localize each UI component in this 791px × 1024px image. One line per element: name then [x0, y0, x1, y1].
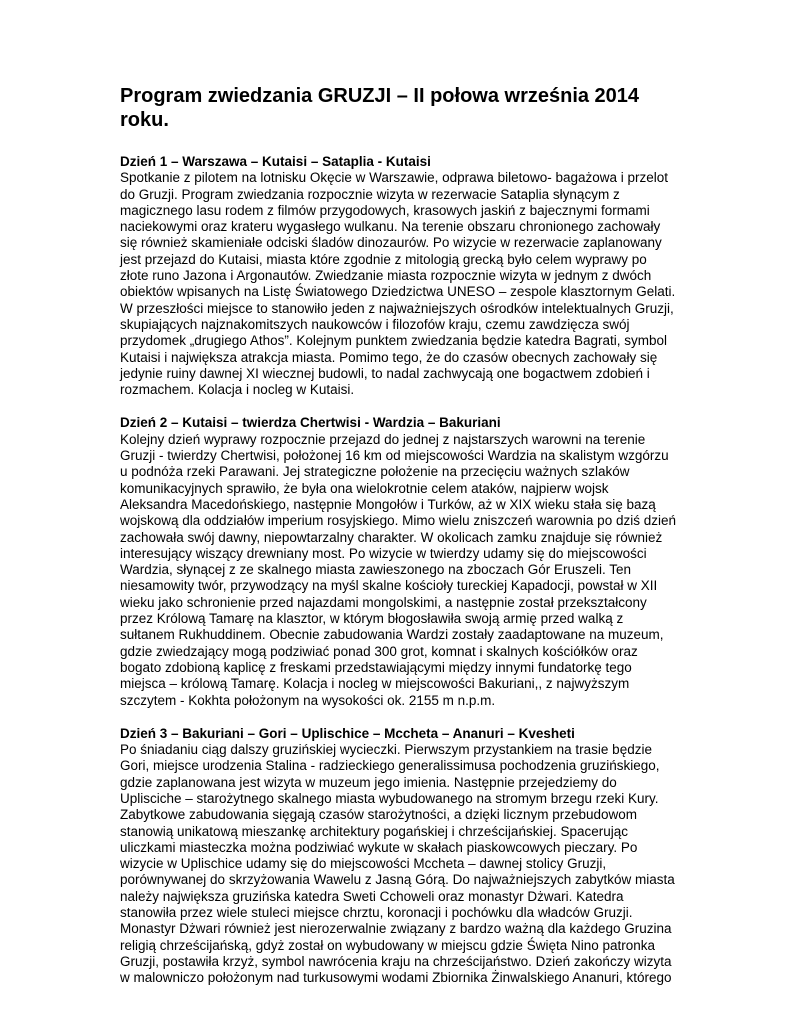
text-line: gdzie zwiedzający mogą podziwiać ponad 300 grot, komnat i skalnych kościółków oraz — [120, 643, 638, 659]
text-line: obiektów wpisanych na Listę Światowego Dziedzictwa UNESO – zespole klasztornym Gelati. — [120, 284, 676, 300]
text-line: porównywanej do skrzyżowania Wawelu z Jasną Górą. Do najważniejszych zabytków miasta — [120, 872, 675, 888]
text-line: stanowiła przez wiele stuleci miejsce chrztu, koronacji i pochówku dla władców Gruzji. — [120, 905, 633, 921]
text-line: interesujący wiszący drewniany most. Po wizycie w twierdzy udamy się do miejscowości — [120, 545, 647, 561]
text-line: Po śniadaniu ciąg dalszy gruzińskiej wycieczki. Pierwszym przystankiem na trasie będzie — [120, 742, 652, 758]
text-line: do Gruzji. Program zwiedzania rozpocznie wizyta w rezerwacie Sataplia słynącym z — [120, 186, 620, 202]
text-line: Zabytkowe zabudowania sięgają czasów starożytności, a dzięki licznym przebudowom — [120, 807, 637, 823]
text-line: W przeszłości miejsce to stanowiło jeden z najważniejszych ośrodków intelektualnych Gruzji, — [120, 300, 674, 316]
text-line: Gruzji, postawiła krzyż, symbol nawrócenia kraju na chrześcijaństwo. Dzień zakończy wizyta — [120, 953, 672, 969]
text-line: złote runo Jazona i Argonautów. Zwiedzanie miasta rozpocznie wizyta w jednym z dwóch — [120, 268, 652, 284]
text-line: w malowniczo położonym nad turkusowymi wodami Zbiornika Żinwalskiego Ananuri, którego — [120, 970, 672, 986]
text-line: gdzie zaplanowana jest wizyta w muzeum jego imienia. Następnie przejedziemy do — [120, 774, 617, 790]
text-line: przez Królową Tamarę na klasztor, w którym błogosławiła swoją armię przed walką z — [120, 611, 624, 627]
text-line: naciekowymi oraz krateru wygasłego wulkanu. Na terenie obszaru chronionego zachowały — [120, 219, 661, 235]
text-line: jedynie ruiny dawnej XI wiecznej budowli, to nadal zachwycają one bogactwem zdobień i — [120, 365, 650, 381]
day-section-2 — [120, 415, 676, 708]
text-line: rozmachem. Kolacja i nocleg w Kutaisi. — [120, 382, 355, 398]
day-description — [120, 431, 676, 709]
text-line: miejsca – królową Tamarę. Kolacja i nocleg w miejscowości Bakuriani,, z najwyższym — [120, 676, 630, 692]
text-line: przydomek „drugiego Athos”. Kolejnym punktem zwiedzania będzie katedra Bagrati, symbol — [120, 333, 668, 349]
text-line: wojskową dla oddziałów imperium rosyjskiego. Mimo wielu zniszczeń warownia po dziś dzień — [120, 513, 676, 529]
day-description — [120, 170, 676, 398]
text-line: uliczkami miasteczka można podziwiać wykute w skałach piaskowcowych pieczary. Po — [120, 839, 638, 855]
text-line: jest przejazd do Kutaisi, miasta które zgodnie z mitologią grecką było celem wyprawy po — [120, 251, 647, 267]
text-line: bogato zdobioną kaplicę z freskami przedstawiającymi między innymi fundatorkę tego — [120, 659, 632, 675]
text-line: stanowią unikatową mieszankę architektury pogańskiej i chrześcijańskiej. Spacerując — [120, 823, 628, 839]
day-heading: Dzień 2 – Kutaisi – twierdza Chertwisi - Wardzia – Bakuriani — [120, 415, 501, 431]
text-line: Wardzia, słynącej z ze skalnego miasta zawieszonego na zboczach Gór Eruszeli. Ten — [120, 562, 631, 578]
text-line: komunikacyjnych sprawiło, że była ona wielokrotnie celem ataków, najpierw wojsk — [120, 480, 609, 496]
text-line: należy największa gruzińska katedra Sweti Cchoweli oraz monastyr Dżwari. Katedra — [120, 888, 624, 904]
text-line: Kutaisi i największa atrakcja miasta. Pomimo tego, że do czasów obecnych zachowały się — [120, 349, 658, 365]
day-heading: Dzień 3 – Bakuriani – Gori – Uplischice – Mccheta – Ananuri – Kvesheti — [120, 725, 575, 741]
document-title — [120, 84, 672, 132]
day-description — [120, 742, 675, 986]
day-heading: Dzień 1 – Warszawa – Kutaisi – Sataplia - Kutaisi — [120, 154, 431, 169]
day-section-1 — [120, 154, 676, 398]
document-title-line-2: roku. — [120, 109, 169, 131]
document-page — [120, 84, 676, 1004]
text-line: szczytem - Kokhta położonym na wysokości ok. 2155 m n.p.m. — [120, 692, 496, 708]
text-line: Spotkanie z pilotem na lotnisku Okęcie w Warszawie, odprawa biletowo- bagażowa i przelot — [120, 170, 669, 186]
text-line: u podnóża rzeki Parawani. Jej strategiczne położenie na przecięciu ważnych szlaków — [120, 464, 630, 480]
text-line: Gruzji - twierdzy Chertwisi, położonej 16 km od miejscowości Wardzia na skalistym wzgórzu — [120, 448, 669, 464]
text-line: Monastyr Dżwari również jest nierozerwalnie związany z bardzo ważną dla każdego Gruzina — [120, 921, 672, 937]
days-container — [120, 154, 676, 987]
day-section-3 — [120, 725, 675, 987]
text-line: się również skamieniałe odciski śladów dinozaurów. Po wizycie w rezerwacie zaplanowany — [120, 235, 662, 251]
document-title-line-1: Program zwiedzania GRUZJI – II połowa września 2014 — [120, 85, 640, 107]
text-line: magicznego lasu rodem z filmów przygodowych, krasowych jaskiń z bajecznymi formami — [120, 202, 650, 218]
text-line: religią chrześcijańską, gdyż został on wybudowany w miejscu gdzie Święta Nino patronka — [120, 937, 656, 953]
text-line: Kolejny dzień wyprawy rozpocznie przejazd do jednej z najstarszych warowni na terenie — [120, 431, 646, 447]
text-line: wieku jako schronienie przed najazdami mongolskimi, a następnie został przekształcony — [120, 594, 647, 610]
text-line: sułtanem Rukhuddinem. Obecnie zabudowania Wardzi zostały zaadaptowane na muzeum, — [120, 627, 664, 643]
text-line: Aleksandra Macedońskiego, następnie Mongołów i Turków, aż w XIX wieku stała się bazą — [120, 496, 656, 512]
text-line: wizycie w Uplischice udamy się do miejscowości Mccheta – dawnej stolicy Gruzji, — [120, 856, 607, 872]
text-line: niesamowity twór, przywodzący na myśl skalne kościoły tureckiej Kapadocji, powstał w XII — [120, 578, 658, 594]
text-line: Gori, miejsce urodzenia Stalina - radzieckiego generalissimusa pochodzenia gruzińskiego, — [120, 758, 660, 774]
text-line: Uplisciche – starożytnego skalnego miasta wybudowanego na stromym brzegu rzeki Kury. — [120, 790, 659, 806]
text-line: skupiających najznakomitszych naukowców i filozofów kraju, czemu zawdzięcza swój — [120, 316, 630, 332]
text-line: zachowała swój dawny, niepowtarzalny charakter. W okolicach zamku znajduje się również — [120, 529, 663, 545]
